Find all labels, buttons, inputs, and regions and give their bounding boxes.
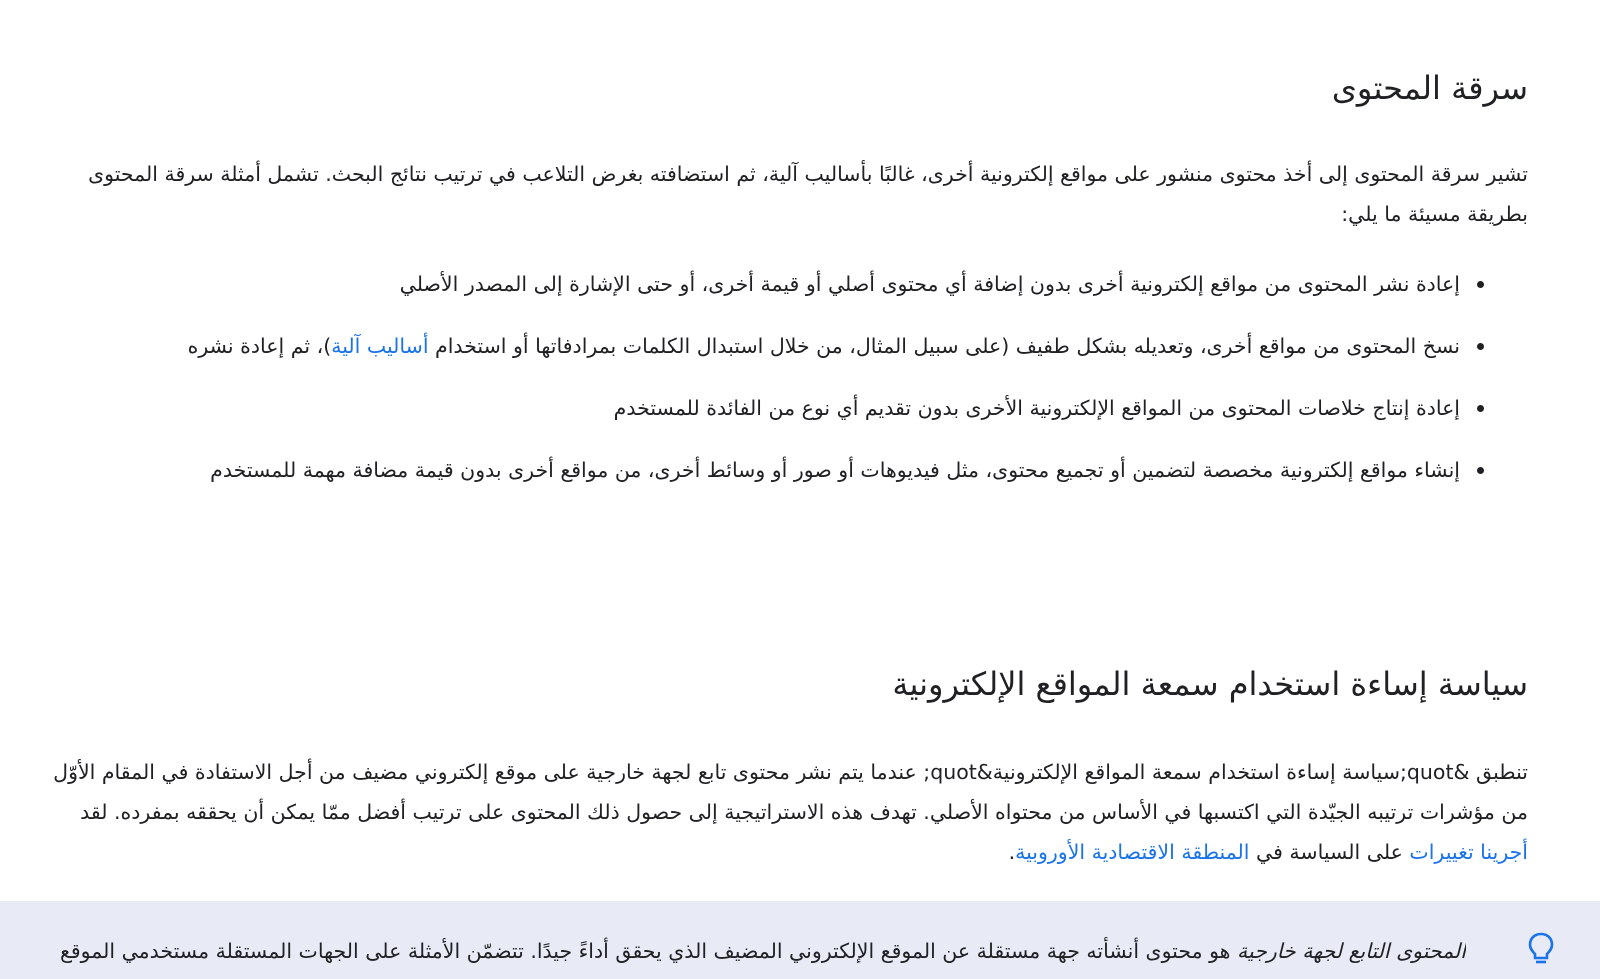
site-reputation-text-end: . xyxy=(1008,840,1016,864)
list-item-text: نسخ المحتوى من مواقع أخرى، وتعديله بشكل طفيف (على سبيل المثال، من خلال استبدال الكلمات بمرادفاتها أو استخدام xyxy=(428,334,1460,358)
site-reputation-paragraph xyxy=(48,752,1528,872)
tip-callout xyxy=(0,901,1600,979)
site-reputation-text: تنطبق &quot;سياسة إساءة استخدام سمعة المواقع الإلكترونية&quot; عندما يتم نشر محتوى تابع لجهة خارجية على موقع إلكتروني مضيف من أجل الاستفادة في المقام الأوّل من مؤشرات ترتيبه الجيّدة التي اكتسبها في الأساس من محتواه الأصلي. تهدف هذه الاستراتيجية إلى حصول ذلك المحتوى على ترتيب أفضل ممّا يمكن أن يحققه بمفرده. لقد xyxy=(53,760,1528,824)
tip-body: هو محتوى أنشأته جهة مستقلة عن الموقع الإلكتروني المضيف الذي يحقق أداءً جيدًا. تتضمّن الأمثلة على الجهات المستقلة مستخدمي الموقع xyxy=(59,939,1238,963)
lightbulb-icon xyxy=(1526,931,1556,971)
section-title-site-reputation: سياسة إساءة استخدام سمعة المواقع الإلكترونية xyxy=(892,665,1528,703)
site-reputation-text-middle: على السياسة في xyxy=(1249,840,1410,864)
list-item xyxy=(48,326,1528,366)
list-item xyxy=(48,388,1528,428)
bullet-icon xyxy=(1477,405,1484,412)
scraping-intro: تشير سرقة المحتوى إلى أخذ محتوى منشور على مواقع إلكترونية أخرى، غالبًا بأساليب آلية، ثم استضافته بغرض التلاعب في ترتيب نتائج البحث. تشمل أمثلة سرقة المحتوى بطريقة مسيئة ما يلي: xyxy=(88,162,1528,226)
list-item-text: إعادة إنتاج خلاصات المحتوى من المواقع الإلكترونية الأخرى بدون تقديم أي نوع من الفائدة للمستخدم xyxy=(613,396,1460,420)
tip-text xyxy=(20,931,1466,971)
scraping-examples-list xyxy=(48,264,1528,512)
automated-techniques-link[interactable]: أساليب آلية xyxy=(331,334,429,358)
section-title-scraping: سرقة المحتوى xyxy=(1331,69,1528,107)
list-item-text: إنشاء مواقع إلكترونية مخصصة لتضمين أو تجميع محتوى، مثل فيديوهات أو صور أو وسائط أخرى، من مواقع أخرى بدون قيمة مضافة مهمة للمستخدم xyxy=(210,458,1460,482)
list-item xyxy=(48,264,1528,304)
bullet-icon xyxy=(1477,343,1484,350)
bullet-icon xyxy=(1477,467,1484,474)
bullet-icon xyxy=(1477,281,1484,288)
tip-emphasis: المحتوى التابع لجهة خارجية xyxy=(1237,939,1466,963)
list-item-text-after: )، ثم إعادة نشره xyxy=(187,334,332,358)
eea-link[interactable]: المنطقة الاقتصادية الأوروبية xyxy=(1015,840,1250,864)
list-item-text: إعادة نشر المحتوى من مواقع إلكترونية أخرى بدون إضافة أي محتوى أصلي أو قيمة أخرى، أو حتى الإشارة إلى المصدر الأصلي xyxy=(399,272,1460,296)
list-item xyxy=(48,450,1528,490)
changes-link[interactable]: أجرينا تغييرات xyxy=(1409,840,1528,864)
